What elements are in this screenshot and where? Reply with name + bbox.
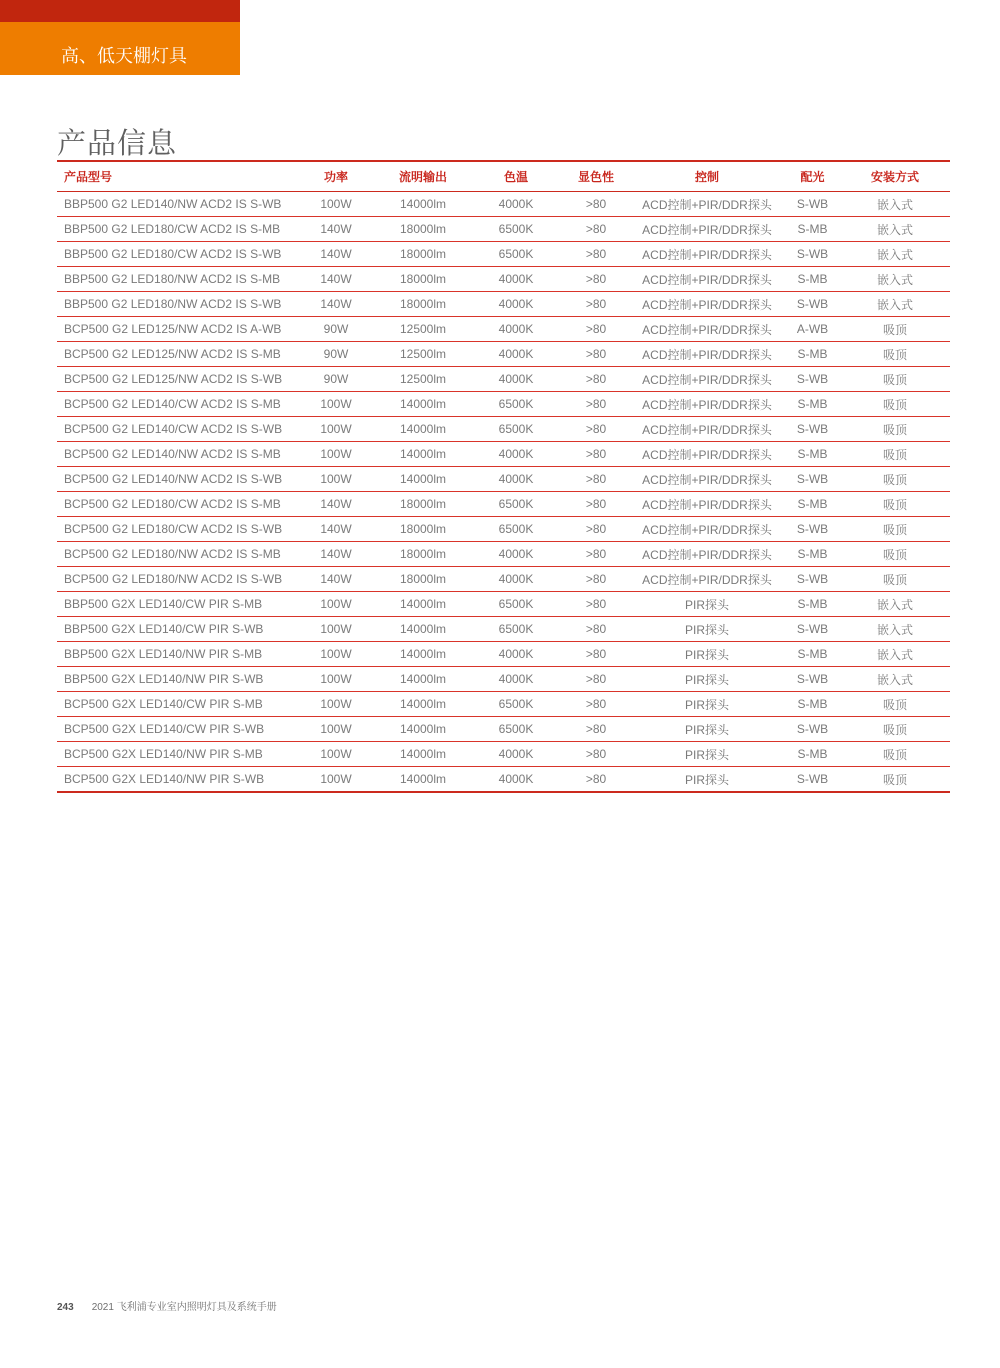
lumen-cell: 18000lm: [377, 267, 469, 292]
cct-cell: 4000K: [469, 642, 563, 667]
cct-cell: 6500K: [469, 242, 563, 267]
power-cell: 90W: [295, 367, 377, 392]
cri-cell: >80: [563, 367, 629, 392]
table-row: [57, 242, 950, 267]
mounting-cell: 嵌入式: [840, 667, 950, 692]
mounting-cell: 吸顶: [840, 542, 950, 567]
power-cell: 100W: [295, 442, 377, 467]
mounting-cell: 吸顶: [882, 772, 907, 787]
table-row: [57, 217, 950, 242]
lumen-cell: 18000lm: [377, 542, 469, 567]
control-cell: ACD控制+PIR/DDR探头: [629, 467, 785, 492]
cct-cell: 4000K: [469, 292, 563, 317]
model-cell: BCP500 G2 LED125/NW ACD2 IS S-MB: [57, 342, 295, 367]
cct-cell: 4000K: [469, 542, 563, 567]
table-row: [57, 642, 950, 667]
power-cell: 100W: [295, 192, 377, 217]
mounting-cell: 吸顶: [840, 442, 950, 467]
cri-cell: >80: [563, 292, 629, 317]
control-cell: ACD控制+PIR/DDR探头: [629, 342, 785, 367]
optic-cell: S-MB: [785, 542, 840, 567]
power-cell: 100W: [295, 742, 377, 767]
mounting-cell: 吸顶: [840, 392, 950, 417]
optic-cell: S-MB: [785, 642, 840, 667]
model-cell: BBP500 G2X LED140/NW PIR S-WB: [57, 667, 295, 692]
model-cell: BCP500 G2 LED140/CW ACD2 IS S-MB: [57, 392, 295, 417]
lumen-cell: 14000lm: [377, 642, 469, 667]
optic-cell: S-WB: [785, 667, 840, 692]
cri-cell: >80: [563, 192, 629, 217]
control-cell: PIR探头: [629, 717, 785, 742]
mounting-cell: 嵌入式: [840, 642, 950, 667]
mounting-cell: 嵌入式: [840, 592, 950, 617]
optic-cell: S-WB: [785, 717, 840, 742]
mounting-cell: 吸顶: [840, 517, 950, 542]
mounting-cell: 嵌入式: [840, 292, 950, 317]
optic-cell: S-WB: [785, 367, 840, 392]
table-row: [57, 517, 950, 542]
cri-cell: >80: [563, 267, 629, 292]
footer-title: 2021 飞利浦专业室内照明灯具及系统手册: [91, 1302, 277, 1313]
model-cell: BCP500 G2 LED140/NW ACD2 IS S-WB: [57, 467, 295, 492]
table-header-row: [57, 162, 950, 192]
model-cell: BCP500 G2X LED140/CW PIR S-MB: [57, 692, 295, 717]
control-cell: PIR探头: [629, 692, 785, 717]
optic-cell: S-WB: [785, 467, 840, 492]
lumen-cell: 18000lm: [377, 567, 469, 592]
cct-cell: 4000K: [498, 772, 534, 786]
lumen-cell: 14000lm: [377, 417, 469, 442]
cct-cell: 6500K: [469, 592, 563, 617]
table-row: [57, 467, 950, 492]
control-cell: PIR探头: [629, 592, 785, 617]
power-cell: 90W: [295, 342, 377, 367]
cct-cell: 6500K: [469, 517, 563, 542]
power-cell: 140W: [295, 517, 377, 542]
power-cell: 100W: [320, 772, 352, 786]
power-cell: 140W: [295, 542, 377, 567]
mounting-cell: 嵌入式: [840, 192, 950, 217]
optic-cell: S-MB: [785, 392, 840, 417]
lumen-cell: 14000lm: [377, 617, 469, 642]
lumen-cell: 14000lm: [377, 392, 469, 417]
optic-cell: S-MB: [785, 267, 840, 292]
cct-cell: 6500K: [469, 717, 563, 742]
mounting-cell: 吸顶: [840, 467, 950, 492]
mounting-cell: 吸顶: [840, 567, 950, 592]
lumen-cell: 14000lm: [377, 192, 469, 217]
lumen-cell: 18000lm: [377, 217, 469, 242]
cri-cell: >80: [563, 467, 629, 492]
lumen-cell: 14000lm: [399, 772, 447, 786]
cri-cell: >80: [563, 392, 629, 417]
cct-cell: 4000K: [469, 267, 563, 292]
power-cell: 100W: [295, 642, 377, 667]
mounting-cell: 吸顶: [840, 692, 950, 717]
table-row: [57, 542, 950, 567]
model-cell: BBP500 G2 LED180/NW ACD2 IS S-MB: [57, 267, 295, 292]
mounting-cell: 嵌入式: [840, 617, 950, 642]
cri-cell: >80: [563, 217, 629, 242]
cri-cell: >80: [563, 417, 629, 442]
model-cell: BCP500 G2 LED180/NW ACD2 IS S-MB: [57, 542, 295, 567]
model-cell: BBP500 G2 LED180/NW ACD2 IS S-WB: [57, 292, 295, 317]
power-cell: 100W: [295, 617, 377, 642]
control-cell: PIR探头: [629, 667, 785, 692]
optic-cell: S-WB: [785, 517, 840, 542]
power-cell: 140W: [295, 492, 377, 517]
optic-cell: S-MB: [785, 742, 840, 767]
column-header-optic: 配光: [785, 162, 840, 192]
cri-cell: >80: [585, 772, 607, 786]
lumen-cell: 14000lm: [377, 467, 469, 492]
control-cell: ACD控制+PIR/DDR探头: [629, 267, 785, 292]
table-row: [57, 742, 950, 767]
control-cell: ACD控制+PIR/DDR探头: [629, 542, 785, 567]
power-cell: 100W: [295, 592, 377, 617]
table-row: [57, 292, 950, 317]
control-cell: ACD控制+PIR/DDR探头: [629, 367, 785, 392]
mounting-cell: 吸顶: [840, 742, 950, 767]
table-row: [57, 367, 950, 392]
power-cell: 100W: [295, 667, 377, 692]
cri-cell: >80: [563, 342, 629, 367]
lumen-cell: 18000lm: [377, 517, 469, 542]
optic-cell: S-WB: [785, 242, 840, 267]
cct-cell: 4000K: [469, 342, 563, 367]
table-row: [57, 342, 950, 367]
control-cell: ACD控制+PIR/DDR探头: [629, 442, 785, 467]
optic-cell: S-WB: [785, 567, 840, 592]
table-row: [57, 267, 950, 292]
cct-cell: 6500K: [469, 492, 563, 517]
control-cell: PIR探头: [629, 642, 785, 667]
cct-cell: 4000K: [469, 317, 563, 342]
column-header-mounting: 安装方式: [840, 162, 950, 192]
control-cell: PIR探头: [684, 772, 729, 787]
page-footer: [57, 1298, 277, 1313]
table-row: [57, 717, 950, 742]
control-cell: ACD控制+PIR/DDR探头: [629, 567, 785, 592]
cri-cell: >80: [563, 442, 629, 467]
cri-cell: >80: [563, 567, 629, 592]
table-row: [57, 392, 950, 417]
optic-cell: S-WB: [785, 617, 840, 642]
power-cell: 90W: [295, 317, 377, 342]
cct-cell: 4000K: [469, 742, 563, 767]
lumen-cell: 18000lm: [377, 292, 469, 317]
cct-cell: 4000K: [469, 667, 563, 692]
model-cell: BCP500 G2X LED140/NW PIR S-MB: [57, 742, 295, 767]
control-cell: ACD控制+PIR/DDR探头: [629, 392, 785, 417]
mounting-cell: 吸顶: [840, 492, 950, 517]
control-cell: ACD控制+PIR/DDR探头: [629, 417, 785, 442]
model-cell: BBP500 G2 LED180/CW ACD2 IS S-MB: [57, 217, 295, 242]
column-header-model: 产品型号: [57, 162, 295, 192]
section-tab-label: 高、低天棚灯具: [61, 46, 187, 66]
cct-cell: 4000K: [469, 442, 563, 467]
cri-cell: >80: [563, 742, 629, 767]
cri-cell: >80: [563, 667, 629, 692]
optic-cell: S-MB: [785, 442, 840, 467]
cct-cell: 6500K: [469, 217, 563, 242]
lumen-cell: 14000lm: [377, 442, 469, 467]
optic-cell: S-MB: [785, 492, 840, 517]
model-cell: BCP500 G2 LED125/NW ACD2 IS A-WB: [57, 317, 295, 342]
power-cell: 140W: [295, 267, 377, 292]
control-cell: ACD控制+PIR/DDR探头: [629, 492, 785, 517]
power-cell: 140W: [295, 217, 377, 242]
mounting-cell: 嵌入式: [840, 267, 950, 292]
lumen-cell: 12500lm: [377, 317, 469, 342]
cri-cell: >80: [563, 492, 629, 517]
control-cell: ACD控制+PIR/DDR探头: [629, 192, 785, 217]
optic-cell: S-WB: [785, 192, 840, 217]
product-table-container: [57, 160, 950, 793]
column-header-cct: 色温: [469, 162, 563, 192]
model-cell: BCP500 G2 LED180/NW ACD2 IS S-WB: [57, 567, 295, 592]
model-cell: BCP500 G2 LED140/NW ACD2 IS S-MB: [57, 442, 295, 467]
model-cell: BCP500 G2 LED140/CW ACD2 IS S-WB: [57, 417, 295, 442]
mounting-cell: 吸顶: [840, 717, 950, 742]
control-cell: ACD控制+PIR/DDR探头: [629, 217, 785, 242]
model-cell: BBP500 G2X LED140/CW PIR S-WB: [57, 617, 295, 642]
cct-cell: 4000K: [469, 367, 563, 392]
optic-cell: S-WB: [785, 292, 840, 317]
column-header-cri: 显色性: [563, 162, 629, 192]
cri-cell: >80: [563, 692, 629, 717]
table-row: [57, 192, 950, 217]
lumen-cell: 14000lm: [377, 667, 469, 692]
model-cell: BCP500 G2 LED125/NW ACD2 IS S-WB: [57, 367, 295, 392]
cct-cell: 4000K: [469, 192, 563, 217]
power-cell: 140W: [295, 567, 377, 592]
table-row: [57, 567, 950, 592]
lumen-cell: 14000lm: [377, 692, 469, 717]
power-cell: 100W: [295, 392, 377, 417]
cct-cell: 6500K: [469, 617, 563, 642]
power-cell: 100W: [295, 467, 377, 492]
cri-cell: >80: [563, 517, 629, 542]
table-row: [57, 617, 950, 642]
page-number: 243: [57, 1302, 74, 1313]
lumen-cell: 14000lm: [377, 717, 469, 742]
model-cell: BBP500 G2 LED140/NW ACD2 IS S-WB: [57, 192, 295, 217]
table-row: [57, 592, 950, 617]
lumen-cell: 12500lm: [377, 342, 469, 367]
table-row: [57, 492, 950, 517]
control-cell: ACD控制+PIR/DDR探头: [629, 292, 785, 317]
mounting-cell: 吸顶: [840, 367, 950, 392]
optic-cell: S-WB: [796, 772, 829, 786]
optic-cell: S-MB: [785, 692, 840, 717]
mounting-cell: 吸顶: [840, 317, 950, 342]
power-cell: 100W: [295, 417, 377, 442]
product-table: [57, 162, 950, 791]
model-cell: BCP500 G2X LED140/CW PIR S-WB: [57, 717, 295, 742]
cct-cell: 4000K: [469, 467, 563, 492]
table-row: [57, 667, 950, 692]
mounting-cell: 嵌入式: [840, 217, 950, 242]
mounting-cell: 嵌入式: [840, 242, 950, 267]
cri-cell: >80: [563, 242, 629, 267]
mounting-cell: 吸顶: [840, 417, 950, 442]
mounting-cell: 吸顶: [840, 342, 950, 367]
model-cell: BBP500 G2X LED140/NW PIR S-MB: [57, 642, 295, 667]
table-row: [57, 417, 950, 442]
model-cell: BCP500 G2X LED140/NW PIR S-WB: [64, 772, 265, 786]
cct-cell: 6500K: [469, 417, 563, 442]
page-heading: 产品信息: [57, 128, 178, 160]
header-band: [0, 0, 240, 22]
power-cell: 140W: [295, 292, 377, 317]
optic-cell: S-MB: [785, 217, 840, 242]
control-cell: ACD控制+PIR/DDR探头: [629, 242, 785, 267]
power-cell: 100W: [295, 692, 377, 717]
lumen-cell: 18000lm: [377, 492, 469, 517]
model-cell: BCP500 G2 LED180/CW ACD2 IS S-MB: [57, 492, 295, 517]
power-cell: 100W: [295, 717, 377, 742]
optic-cell: S-MB: [785, 342, 840, 367]
model-cell: BCP500 G2 LED180/CW ACD2 IS S-WB: [57, 517, 295, 542]
control-cell: PIR探头: [629, 617, 785, 642]
cri-cell: >80: [563, 542, 629, 567]
lumen-cell: 14000lm: [377, 742, 469, 767]
model-cell: BBP500 G2X LED140/CW PIR S-MB: [57, 592, 295, 617]
table-bottom-rule: [57, 791, 950, 793]
lumen-cell: 18000lm: [377, 242, 469, 267]
table-row: [57, 442, 950, 467]
table-body: [57, 192, 950, 792]
optic-cell: S-WB: [785, 417, 840, 442]
lumen-cell: 12500lm: [377, 367, 469, 392]
cct-cell: 6500K: [469, 392, 563, 417]
optic-cell: S-MB: [785, 592, 840, 617]
cri-cell: >80: [563, 717, 629, 742]
table-row: [57, 317, 950, 342]
optic-cell: A-WB: [785, 317, 840, 342]
column-header-control: 控制: [629, 162, 785, 192]
lumen-cell: 14000lm: [377, 592, 469, 617]
control-cell: ACD控制+PIR/DDR探头: [629, 317, 785, 342]
column-header-lumen: 流明输出: [377, 162, 469, 192]
table-row: [57, 692, 950, 717]
column-header-power: 功率: [295, 162, 377, 192]
control-cell: ACD控制+PIR/DDR探头: [629, 517, 785, 542]
cri-cell: >80: [563, 642, 629, 667]
control-cell: PIR探头: [629, 742, 785, 767]
table-row: [57, 767, 950, 792]
power-cell: 140W: [295, 242, 377, 267]
cri-cell: >80: [563, 317, 629, 342]
cri-cell: >80: [563, 592, 629, 617]
cct-cell: 6500K: [469, 692, 563, 717]
cri-cell: >80: [563, 617, 629, 642]
cct-cell: 4000K: [469, 567, 563, 592]
model-cell: BBP500 G2 LED180/CW ACD2 IS S-WB: [57, 242, 295, 267]
